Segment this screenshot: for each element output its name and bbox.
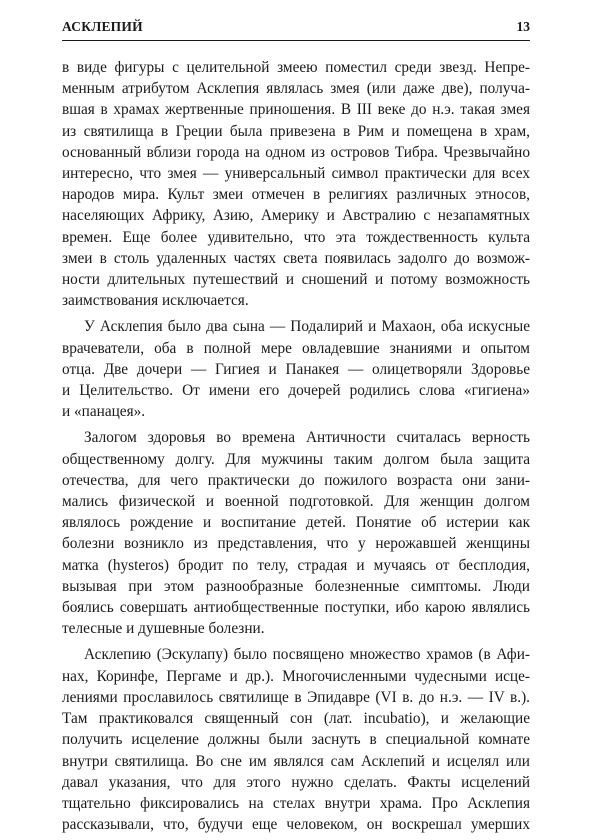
paragraph-temples — [62, 644, 530, 835]
text-line: У Асклепия было два сына — Подалирий и Махаон, оба искусные — [84, 318, 530, 336]
paragraph-public-duty — [62, 427, 530, 639]
body-text — [62, 57, 530, 840]
text-line: лениями прославилось святилище в Эпидавре (VI в. до н.э. — IV в.). — [62, 688, 530, 706]
text-line: получить исцеление должны были заснуть в специальной комнате — [62, 731, 530, 749]
text-line: ности длительных путешествий и сношений и потому возможность — [62, 271, 530, 289]
text-line: тщательно фиксировались на стелах внутри храма. Про Асклепия — [62, 794, 530, 812]
text-line: заимствования исключается. — [62, 292, 249, 310]
text-line: боялись совершать антиобщественные поступки, ибо карою являлись — [62, 599, 530, 617]
text-line: вшая в храмах жертвенные приношения. В III веке до н.э. такая змея — [62, 101, 530, 119]
text-line: основанный вблизи города на одном из островов Тибра. Чрезвычайно — [62, 143, 530, 161]
text-line: в виде фигуры с целительной змеею поместил среди звезд. Непре- — [62, 59, 530, 76]
text-line: болезни возникло из представления, что у нерожавшей женщины — [62, 535, 530, 553]
text-line: Асклепию (Эскулапу) было посвящено множество храмов (в Афи- — [84, 646, 530, 664]
text-line: Там практиковался священный сон (лат. incubatio), и желающие — [62, 710, 530, 728]
running-header — [62, 14, 530, 38]
chapter-title: АСКЛЕПИЙ — [62, 19, 143, 34]
text-line: и «панацея». — [62, 403, 146, 421]
text-line: менным атрибутом Асклепия являлась змея (или даже две), получа- — [62, 80, 530, 98]
text-line: мались физической и военной подготовкой. Для женщин долгом — [62, 493, 530, 511]
paragraph-serpent-symbol — [62, 57, 530, 311]
text-line: рассказывали, что, будучи еще человеком, он воскрешал умерших — [62, 816, 530, 834]
paragraph-children — [62, 316, 530, 422]
text-line: интересно, что змея — универсальный символ практически для всех — [62, 165, 530, 183]
page-number: 13 — [516, 19, 530, 34]
text-line: змеи в столь удаленных частях света появилась задолго до возмож- — [62, 249, 530, 267]
text-line: матка (hysteros) бродит по телу, страдая и мучаясь от бесплодия, — [62, 556, 530, 574]
text-line: являлось рождение и воспитание детей. Понятие об истерии как — [62, 514, 530, 532]
text-line: из святилища в Греции была привезена в Рим и помещена в храм, — [62, 122, 530, 140]
text-line: врачеватели, оба в полной мере овладевшие знаниями и опытом — [62, 339, 530, 357]
text-line: общественному долгу. Для мужчины таким долгом была защита — [62, 450, 530, 468]
text-line: нах, Коринфе, Пергаме и др.). Многочисленными чудесными исце- — [62, 667, 530, 685]
header-rule — [62, 40, 530, 41]
text-line: внутри святилища. Во сне им являлся сам Асклепий и исцелял или — [62, 752, 530, 770]
text-line: Залогом здоровья во времена Античности считалась верность — [84, 429, 530, 447]
text-line: народов мира. Культ змеи отмечен в религиях различных этносов, — [62, 186, 530, 204]
text-line: времен. Еще более удивительно, что эта тождественность культа — [62, 228, 530, 246]
text-line: давал указания, что для этого нужно сделать. Факты исцелений — [62, 773, 530, 791]
text-line: населяющих Африку, Азию, Америку и Австралию с незапамятных — [62, 207, 530, 225]
text-line: вызывая при этом разнообразные болезненные симптомы. Люди — [62, 577, 530, 595]
text-line: отечества, для чего практически до пожилого возраста они зани- — [62, 471, 530, 489]
text-line: отца. Две дочери — Гигиея и Панакея — олицетворяли Здоровье — [62, 360, 530, 378]
text-line: телесные и душевные болезни. — [62, 620, 265, 638]
text-line: и Целительство. От имени его дочерей родились слова «гигиена» — [62, 382, 530, 400]
